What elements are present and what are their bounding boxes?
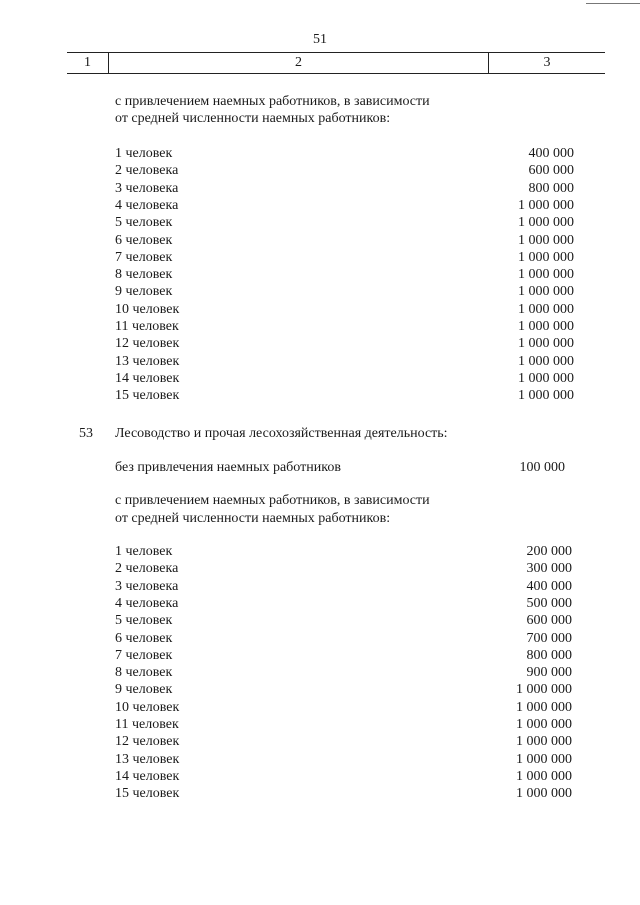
table-header-col-2: 2 <box>109 53 489 73</box>
list-item-value: 1 000 000 <box>518 284 574 300</box>
list-item-label: 8 человек <box>115 665 173 681</box>
list-item <box>0 647 640 664</box>
table-header-col-1: 1 <box>67 53 109 73</box>
list-item <box>0 751 640 768</box>
list-item-label: 12 человек <box>115 734 180 750</box>
list-item-value: 1 000 000 <box>518 353 574 369</box>
list-item-label: 11 человек <box>115 717 179 732</box>
block1-intro-line1: с привлечением наемных работников, в зависимости <box>115 94 430 109</box>
list-item-value: 1 000 000 <box>518 232 574 248</box>
list-item <box>0 197 640 214</box>
section-number: 53 <box>79 426 93 441</box>
list-item-value: 900 000 <box>526 665 572 681</box>
list-item-value: 1 000 000 <box>516 786 572 802</box>
list-item-value: 1 000 000 <box>518 215 574 231</box>
list-item-label: 14 человек <box>115 768 180 784</box>
list-item-value: 700 000 <box>526 630 572 646</box>
section-title: Лесоводство и прочая лесохозяйственная деятельность: <box>115 426 448 441</box>
without-hired-row <box>0 459 640 476</box>
list-item-label: 15 человек <box>115 388 180 404</box>
list-item-label: 2 человека <box>115 561 179 577</box>
list-item-value: 1 000 000 <box>516 751 572 767</box>
list-item-value: 1 000 000 <box>516 734 572 750</box>
list-item-value: 200 000 <box>526 544 572 559</box>
list-item-value: 800 000 <box>526 647 572 663</box>
list-item-label: 10 человек <box>115 301 180 317</box>
list-item <box>0 560 640 577</box>
list-item-label: 4 человека <box>115 197 179 213</box>
list-item <box>0 214 640 231</box>
list-item <box>0 768 640 785</box>
list-item-value: 400 000 <box>526 578 572 594</box>
list-item <box>0 335 640 352</box>
list-item-label: 7 человек <box>115 647 173 663</box>
list-item <box>0 318 640 335</box>
table-header <box>67 52 605 74</box>
list-item <box>0 180 640 197</box>
list-item <box>0 733 640 750</box>
list-item-value: 1 000 000 <box>518 388 574 404</box>
list-item-value: 1 000 000 <box>518 267 574 283</box>
block1-intro-line2: от средней численности наемных работников: <box>115 111 391 126</box>
table-header-col-3: 3 <box>543 55 551 70</box>
list-item-value: 1 000 000 <box>518 249 574 265</box>
list-item-value: 500 000 <box>526 595 572 611</box>
section53-intro-line2: от средней численности наемных работников: <box>115 511 391 526</box>
list-item <box>0 699 640 716</box>
list-item <box>0 785 640 802</box>
list-item <box>0 578 640 595</box>
list-item-value: 1 000 000 <box>518 370 574 386</box>
list-item <box>0 353 640 370</box>
list-item-value: 300 000 <box>526 561 572 577</box>
list-item <box>0 543 640 560</box>
list-item-value: 1 000 000 <box>516 717 572 732</box>
list-item <box>0 716 640 733</box>
list-item-value: 1 000 000 <box>516 682 572 698</box>
list-item-value: 600 000 <box>528 163 574 179</box>
list-item <box>0 301 640 318</box>
list-item <box>0 630 640 647</box>
list-item-label: 9 человек <box>115 682 173 698</box>
list-item <box>0 145 640 162</box>
list-item <box>0 283 640 300</box>
list-item-label: 5 человек <box>115 613 173 629</box>
list-item-label: 6 человек <box>115 630 173 646</box>
scan-edge-mark <box>586 3 640 4</box>
list-item <box>0 249 640 266</box>
list-item-label: 3 человека <box>115 180 179 196</box>
list-item-value: 1 000 000 <box>516 768 572 784</box>
list-item <box>0 681 640 698</box>
list-item <box>0 232 640 249</box>
without-hired-value: 100 000 <box>519 460 565 475</box>
list-item-value: 1 000 000 <box>518 197 574 213</box>
list-item-value: 600 000 <box>526 613 572 629</box>
list-item-label: 8 человек <box>115 267 173 283</box>
section53-intro-line1: с привлечением наемных работников, в зависимости <box>115 493 430 508</box>
list-item-value: 1 000 000 <box>518 336 574 352</box>
list-item-label: 4 человека <box>115 595 179 611</box>
list-item-label: 13 человек <box>115 353 180 369</box>
list-item-value: 1 000 000 <box>518 301 574 317</box>
list-item-label: 3 человека <box>115 578 179 594</box>
list-item-label: 14 человек <box>115 370 180 386</box>
list-item-label: 5 человек <box>115 215 173 231</box>
list-item-label: 12 человек <box>115 336 180 352</box>
list-item-label: 15 человек <box>115 786 180 802</box>
list-item-label: 13 человек <box>115 751 180 767</box>
list-item <box>0 266 640 283</box>
page-number: 51 <box>313 32 327 47</box>
list-item <box>0 595 640 612</box>
list-item <box>0 387 640 404</box>
list-item-label: 10 человек <box>115 699 180 715</box>
list-item-label: 1 человек <box>115 146 173 161</box>
list-item-value: 400 000 <box>528 146 574 161</box>
list-item-label: 2 человека <box>115 163 179 179</box>
list-item <box>0 664 640 681</box>
list-item-value: 800 000 <box>528 180 574 196</box>
list-item-value: 1 000 000 <box>518 319 574 334</box>
list-item <box>0 162 640 179</box>
list-item-label: 6 человек <box>115 232 173 248</box>
list-item-label: 9 человек <box>115 284 173 300</box>
list-item-label: 1 человек <box>115 544 173 559</box>
without-hired-label: без привлечения наемных работников <box>115 460 341 475</box>
list-item <box>0 370 640 387</box>
list-item <box>0 612 640 629</box>
list-item-label: 7 человек <box>115 249 173 265</box>
list-item-label: 11 человек <box>115 319 179 334</box>
list-item-value: 1 000 000 <box>516 699 572 715</box>
